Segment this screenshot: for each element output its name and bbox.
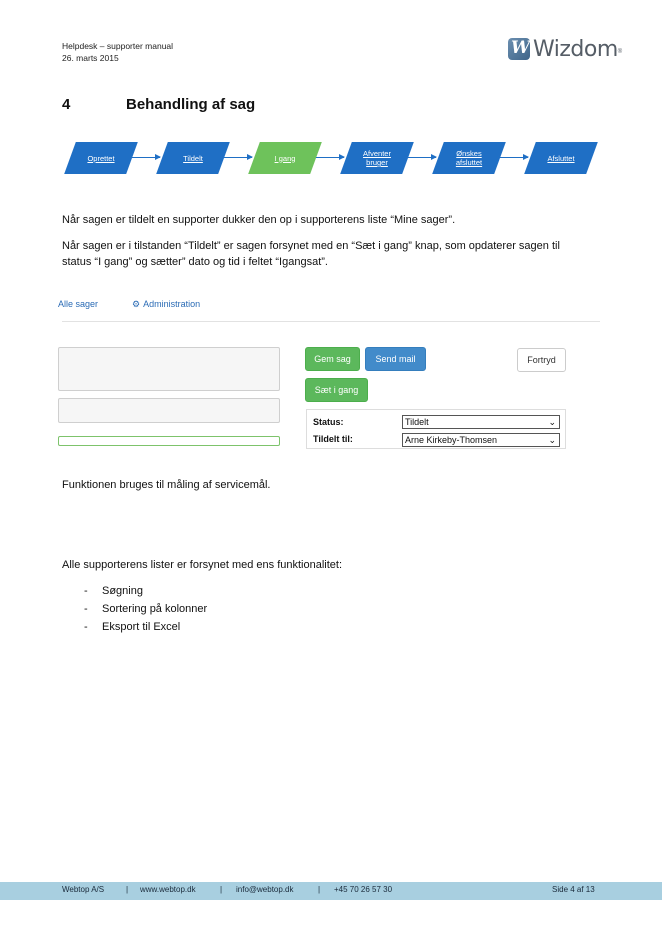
text-field[interactable] bbox=[58, 436, 280, 446]
section-number: 4 bbox=[62, 96, 71, 113]
page-footer bbox=[0, 882, 662, 900]
flow-step-afsluttet[interactable]: Afsluttet bbox=[530, 142, 592, 174]
flow-arrow bbox=[224, 157, 252, 158]
wizdom-logo bbox=[508, 36, 622, 62]
wizdom-logo-mark-icon: W bbox=[508, 38, 530, 60]
nav-administration[interactable]: ⚙ Administration bbox=[132, 299, 201, 309]
flow-step-oprettet[interactable]: Oprettet bbox=[70, 142, 132, 174]
footer-phone: +45 70 26 57 30 bbox=[334, 885, 393, 894]
paragraph-lists: Alle supporterens lister er forsynet med ens funktionalitet: bbox=[62, 559, 343, 571]
feature-list bbox=[84, 582, 207, 636]
document-header bbox=[62, 40, 173, 64]
section-title: Behandling af sag bbox=[126, 96, 256, 113]
flow-step-onskes-afsluttet[interactable]: Ønskes afsluttet bbox=[438, 142, 500, 174]
flow-arrow bbox=[132, 157, 160, 158]
list-item: - Søgning bbox=[84, 585, 143, 597]
footer-website: www.webtop.dk bbox=[140, 885, 196, 894]
flow-arrow bbox=[316, 157, 344, 158]
text-field[interactable] bbox=[58, 398, 280, 423]
chevron-down-icon: ⌄ bbox=[548, 417, 556, 427]
list-item: - Sortering på kolonner bbox=[84, 603, 208, 615]
text-field[interactable] bbox=[58, 347, 280, 391]
cancel-button[interactable]: Fortryd bbox=[517, 348, 566, 372]
flow-arrow bbox=[500, 157, 528, 158]
chevron-down-icon: ⌄ bbox=[548, 435, 556, 445]
status-label: Status: bbox=[313, 417, 344, 427]
page-number: Side 4 af 13 bbox=[552, 885, 595, 894]
embedded-screenshot bbox=[58, 292, 600, 445]
footer-separator: | bbox=[126, 885, 129, 894]
nav-divider bbox=[62, 321, 600, 322]
footer-separator: | bbox=[318, 885, 321, 894]
case-details-panel bbox=[306, 409, 566, 449]
paragraph-mine-sager: Når sagen er tildelt en supporter dukker den op i supporterens liste “Mine sager”. bbox=[62, 214, 456, 226]
paragraph-saet-i-gang: Når sagen er i tilstanden “Tildelt” er sagen forsynet med en “Sæt i gang” knap, som opdaterer sagen til status “I gang” og sætter” dato og tid i feltet “Igangsat”. bbox=[62, 240, 560, 268]
send-mail-button[interactable]: Send mail bbox=[365, 347, 426, 371]
flow-step-tildelt[interactable]: Tildelt bbox=[162, 142, 224, 174]
flow-step-i-gang[interactable]: I gang bbox=[254, 142, 316, 174]
save-case-button[interactable]: Gem sag bbox=[305, 347, 360, 371]
gear-icon: ⚙ bbox=[132, 299, 141, 309]
document-date: 26. marts 2015 bbox=[62, 53, 119, 63]
flow-step-afventer-bruger[interactable]: Afventer bruger bbox=[346, 142, 408, 174]
status-select[interactable]: Tildelt ⌄ bbox=[402, 415, 560, 429]
start-case-button[interactable]: Sæt i gang bbox=[305, 378, 368, 402]
wizdom-logo-text: Wizdom bbox=[533, 36, 618, 62]
assigned-to-select[interactable]: Arne Kirkeby-Thomsen ⌄ bbox=[402, 433, 560, 447]
registered-mark-icon: ® bbox=[617, 49, 623, 55]
footer-email: info@webtop.dk bbox=[236, 885, 294, 894]
document-title: Helpdesk – supporter manual bbox=[62, 41, 174, 51]
nav-all-cases[interactable]: Alle sager bbox=[58, 299, 99, 309]
footer-separator: | bbox=[220, 885, 223, 894]
paragraph-servicemaal: Funktionen bruges til måling af servicemål. bbox=[62, 479, 271, 491]
assigned-to-label: Tildelt til: bbox=[313, 434, 353, 444]
footer-company: Webtop A/S bbox=[62, 885, 105, 894]
list-item: - Eksport til Excel bbox=[84, 621, 181, 633]
flow-arrow bbox=[408, 157, 436, 158]
